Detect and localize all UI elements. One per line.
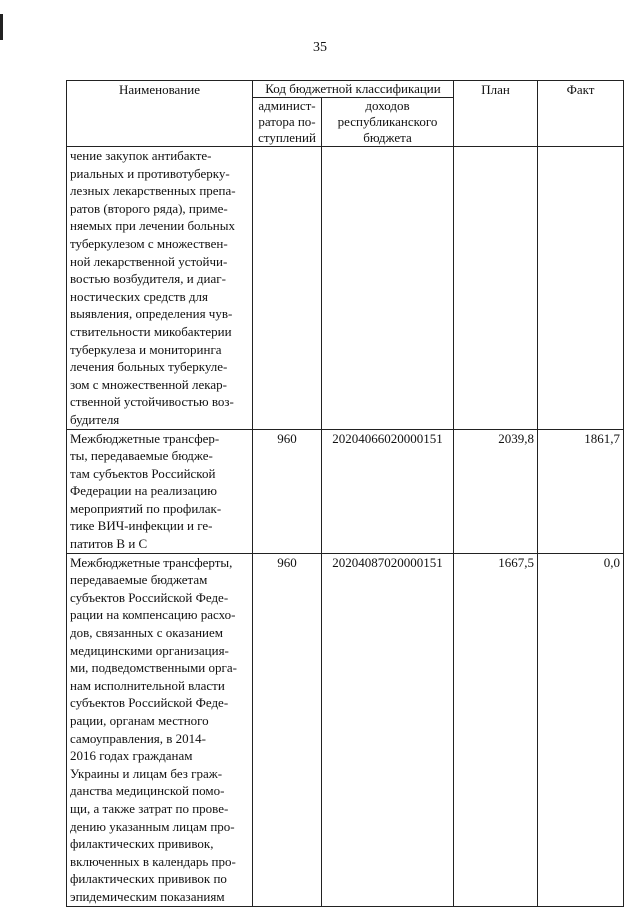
row-name: Межбюджетные трансфер- ты, передаваемые бюдже- там субъектов Российской Федерации на реализацию мероприятий по профилак- тике ВИЧ-инфекции и ге- патитов В и С (70, 430, 222, 552)
header-code-group: Код бюджетной классификации (253, 81, 454, 98)
row-name-cell (67, 147, 253, 430)
table-row (67, 553, 624, 906)
row-fact (538, 147, 624, 430)
table-row (67, 147, 624, 430)
header-revenue (322, 98, 454, 147)
row-admin (253, 147, 322, 430)
page-number: 35 (313, 40, 327, 55)
header-name: Наименование (67, 81, 253, 147)
header-plan: План (454, 81, 538, 147)
header-admin-text: админист- ратора по- ступлений (258, 98, 316, 145)
row-fact: 1861,7 (538, 429, 624, 553)
row-name-cell (67, 553, 253, 906)
row-revenue-code: 20204066020000151 (322, 429, 454, 553)
row-name: Межбюджетные трансферты, передаваемые бюджетам субъектов Российской Феде- рации на компенсацию расхо- дов, связанных с оказанием медицинскими организация- ми, подведомственными орга- нам исполнительной власти субъектов Российской Феде- рации, органам местного самоуправления, в 2014- 2016 годах гражданам Украины и лицам без граж- данства медицинской помо- щи, а также затрат по прове- дению указанным лицам про- филактических прививок, включенных в календарь про- филактических прививок по эпидемическим показаниям (70, 554, 237, 904)
row-name: чение закупок антибакте- риальных и противотуберку- лезных лекарственных препа- ратов (второго ряда), приме- няемых при лечении больных туберкулезом с множествен- ной лекарственной устойчи- востью возбудителя, и диаг- ностических средств для выявления, определения чув- ствительности микобактерии туберкулеза и мониторинга лечения больных туберкуле- зом с множественной лекар- ственной устойчивостью воз- будителя (70, 148, 236, 427)
header-admin (253, 98, 322, 147)
scan-margin-mark (0, 14, 3, 40)
header-fact: Факт (538, 81, 624, 147)
row-name-cell (67, 429, 253, 553)
row-fact: 0,0 (538, 553, 624, 906)
header-revenue-text: доходов республиканского бюджета (337, 98, 438, 145)
row-revenue-code (322, 147, 454, 430)
row-admin: 960 (253, 553, 322, 906)
row-plan: 1667,5 (454, 553, 538, 906)
table-row (67, 429, 624, 553)
row-admin: 960 (253, 429, 322, 553)
row-plan: 2039,8 (454, 429, 538, 553)
budget-table (66, 80, 624, 907)
row-plan (454, 147, 538, 430)
row-revenue-code: 20204087020000151 (322, 553, 454, 906)
